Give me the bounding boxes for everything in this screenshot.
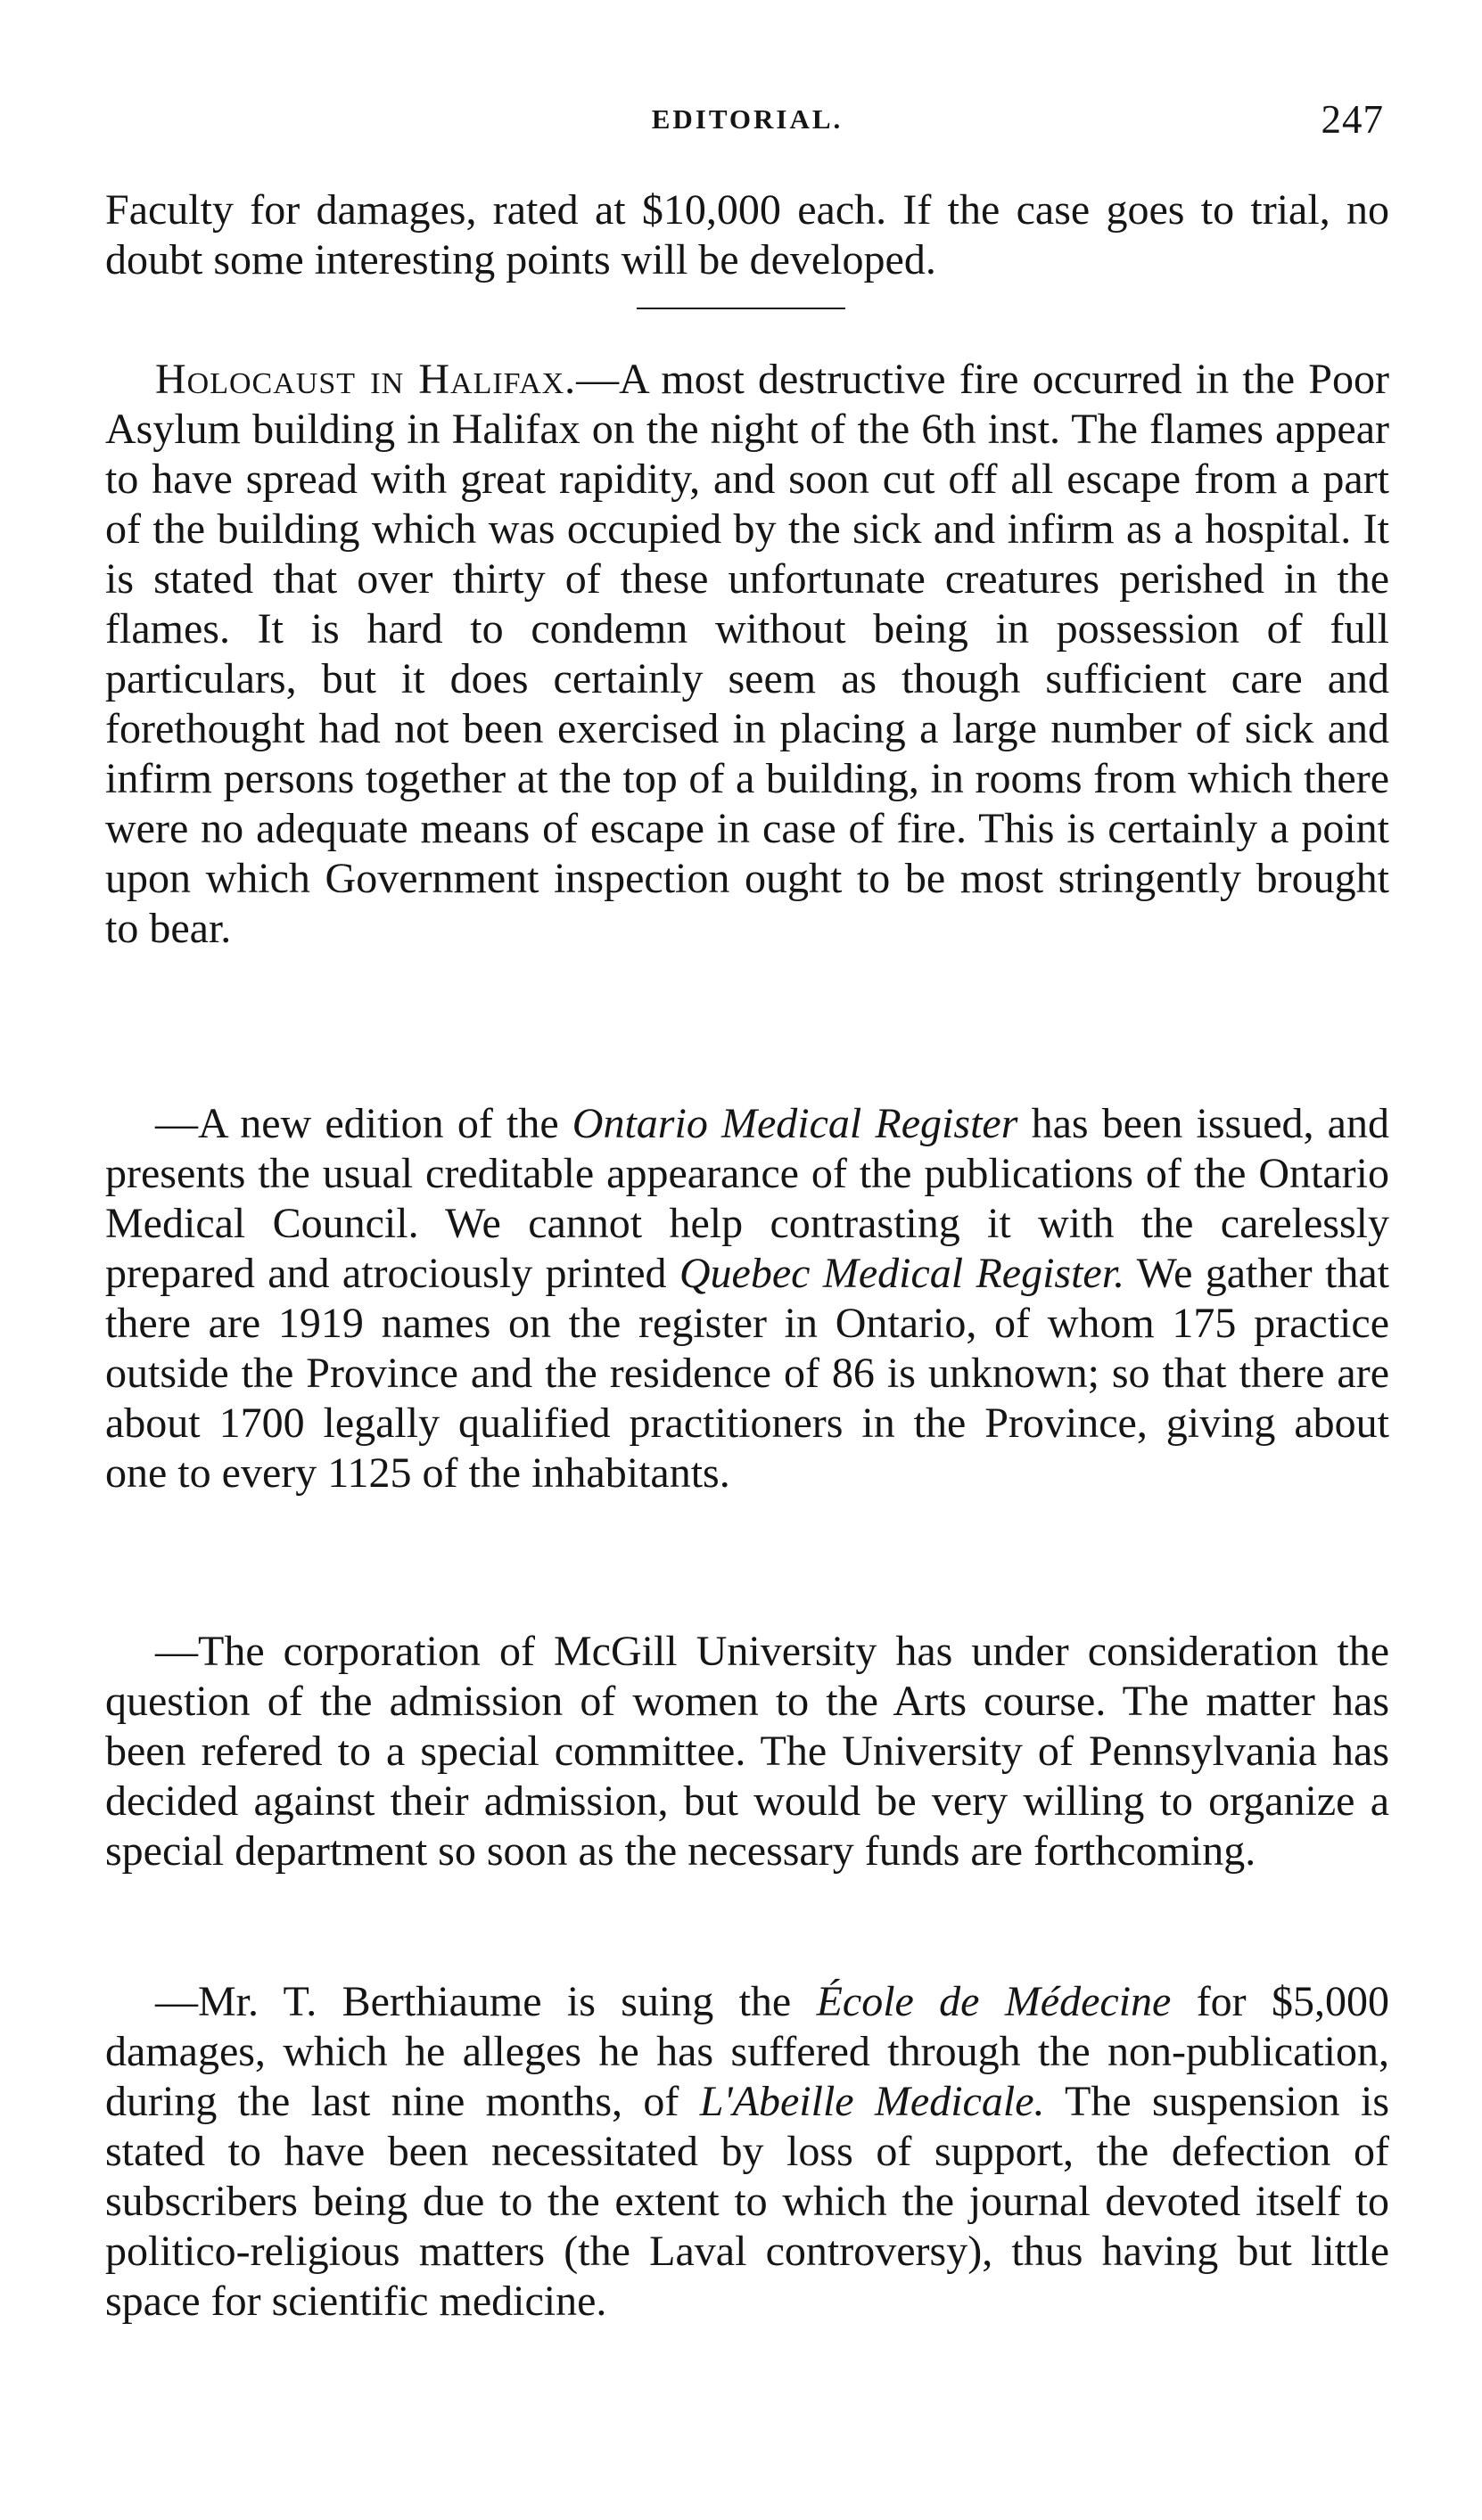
paragraph-text-part: —A new edition of the	[155, 1100, 572, 1147]
section-heading: Holocaust in Halifax.	[155, 356, 577, 403]
paragraph-text-part: —Mr. T. Berthiaume is suing the	[155, 1978, 817, 2025]
paragraph-faculty-damages: Faculty for damages, rated at $10,000 each. If the case goes to trial, no doubt some interesting points will be developed.	[105, 186, 1389, 283]
page-number: 247	[1321, 97, 1384, 142]
paragraph-text: —The corporation of McGill University has under consideration the question of the admission of women to the Arts course. The matter has been refered to a special committee. The University of Pennsylvania has decided against their admission, but would be very willing to organize a special department so soon as the necessary funds are forthcoming.	[105, 1628, 1389, 1875]
paragraph-ontario-register	[105, 1099, 1389, 1498]
paragraph-text-part: has been issued, and presents the usual creditable appearance of the publications of the Ontario Medical Council. We cannot help contrasting it with the carelessly prepared and atrociously printed	[105, 1100, 1389, 1297]
running-head-title: EDITORIAL.	[651, 103, 844, 135]
italic-title: Quebec Medical Register.	[679, 1250, 1125, 1297]
paragraph-text-part: for $5,000 damages, which he alleges he has suffered through the non-publication, during the last nine months, of	[105, 1978, 1390, 2125]
italic-title: Ontario Medical Register	[572, 1100, 1018, 1147]
paragraph-text-part: The suspension is stated to have been necessitated by loss of support, the defection of subscribers being due to the extent to which the journal devoted itself to politico-religious matters (the Laval controversy), thus having but little space for scientific medicine.	[105, 2078, 1390, 2325]
running-head	[105, 96, 1389, 146]
paragraph-text: —A most destructive fire occurred in the Poor Asylum building in Halifax on the night of the 6th inst. The flames appear to have spread with great rapidity, and soon cut off all escape from a part of the building which was occupied by the sick and infirm as a hospital. It is stated that over thirty of these unfortunate creatures perished in the flames. It is hard to condemn without being in possession of full particulars, but it does certainly seem as though sufficient care and forethought had not been exercised in placing a large number of sick and infirm persons together at the top of a building, in rooms from which there were no adequate means of escape in case of fire. This is certainly a point upon which Government inspection ought to be most stringently brought to bear.	[105, 356, 1389, 952]
section-divider	[637, 308, 845, 309]
italic-title: École de Médecine	[816, 1978, 1172, 2025]
paragraph-mcgill-university	[105, 1627, 1389, 1876]
paragraph-holocaust-halifax	[105, 355, 1389, 954]
paragraph-berthiaume-suit	[105, 1977, 1389, 2327]
paragraph-text-part: We gather that there are 1919 names on the register in Ontario, of whom 175 practice outside the Province and the residence of 86 is unknown; so that there are about 1700 legally qualified practitioners in the Province, giving about one to every 1125 of the inhabitants.	[105, 1250, 1390, 1497]
italic-title: L'Abeille Medicale.	[699, 2078, 1045, 2125]
